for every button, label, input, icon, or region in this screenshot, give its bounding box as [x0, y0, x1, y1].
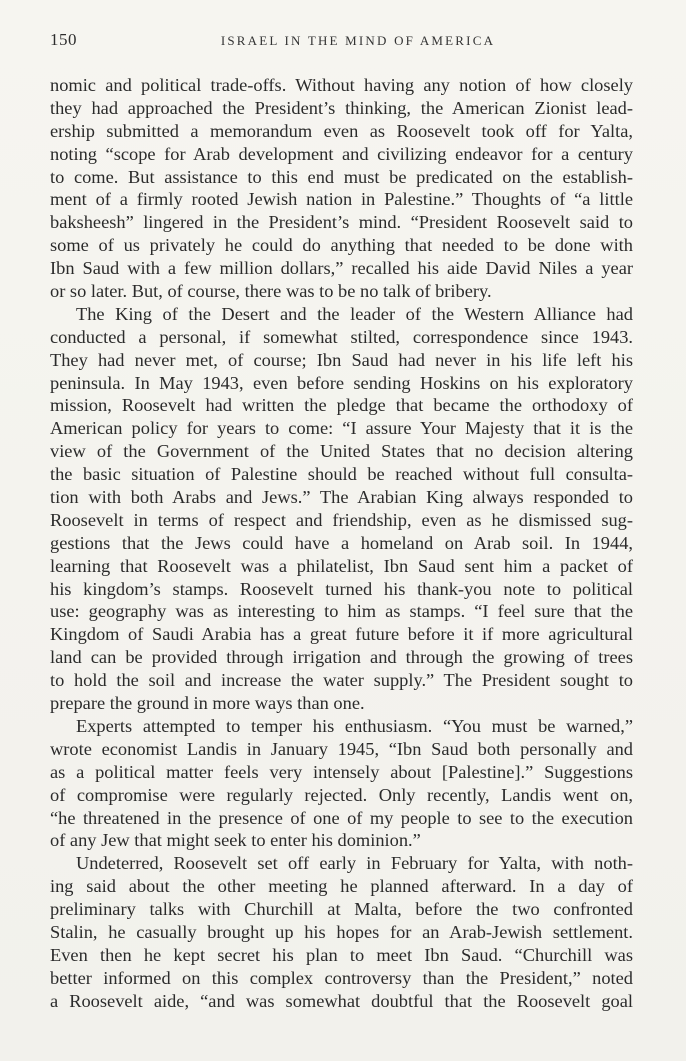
text-line: Ibn Saud with a few million dollars,” recalled his aide David Niles a year — [50, 258, 633, 279]
body-text — [50, 74, 633, 1013]
text-line: of compromise were regularly rejected. Only recently, Landis went on, — [50, 784, 633, 805]
text-line: learning that Roosevelt was a philatelist, Ibn Saud sent him a packet of — [50, 555, 633, 576]
text-line: his kingdom’s stamps. Roosevelt turned his thank-you note to political — [50, 578, 633, 599]
running-title: ISRAEL IN THE MIND OF AMERICA — [220, 33, 496, 48]
text-line: better informed on this complex controversy than the President,” noted — [50, 967, 633, 988]
text-line: prepare the ground in more ways than one. — [50, 693, 365, 714]
text-line: ment of a firmly rooted Jewish nation in Palestine.” Thoughts of “a little — [50, 189, 633, 210]
text-line: They had never met, of course; Ibn Saud had never in his life left his — [50, 349, 633, 370]
text-line: baksheesh” lingered in the President’s mind. “President Roosevelt said to — [50, 212, 633, 233]
page-number: 150 — [50, 30, 77, 49]
text-line: American policy for years to come: “I assure Your Majesty that it is the — [50, 418, 633, 439]
text-line: noting “scope for Arab development and civilizing endeavor for a century — [50, 143, 633, 164]
text-line: use: geography was as interesting to him as stamps. “I feel sure that the — [50, 601, 633, 622]
text-line: conducted a personal, if somewhat stilted, correspondence since 1943. — [50, 326, 633, 347]
text-line: preliminary talks with Churchill at Malta, before the two confronted — [50, 899, 633, 920]
text-line: Even then he kept secret his plan to meet Ibn Saud. “Churchill was — [50, 944, 633, 965]
text-line: nomic and political trade-offs. Without having any notion of how closely — [50, 75, 633, 95]
text-line: land can be provided through irrigation and through the growing of trees — [50, 647, 633, 668]
text-line: of any Jew that might seek to enter his dominion.” — [50, 830, 421, 851]
paragraph — [50, 74, 633, 303]
text-line: Kingdom of Saudi Arabia has a great future before it if more agricultural — [50, 624, 633, 645]
text-line: Roosevelt in terms of respect and friendship, even as he dismissed sug- — [50, 509, 633, 530]
text-line: tion with both Arabs and Jews.” The Arabian King always responded to — [50, 487, 633, 508]
text-line: Experts attempted to temper his enthusiasm. “You must be warned,” — [76, 715, 633, 736]
text-line: ing said about the other meeting he planned afterward. In a day of — [50, 876, 633, 897]
text-line: “he threatened in the presence of one of my people to see to the execution — [50, 807, 633, 828]
text-line: gestions that the Jews could have a homeland on Arab soil. In 1944, — [50, 532, 633, 553]
text-line: the basic situation of Palestine should be reached without full consulta- — [50, 464, 633, 485]
text-line: to come. But assistance to this end must be predicated on the establish- — [50, 166, 633, 187]
text-line: a Roosevelt aide, “and was somewhat doubtful that the Roosevelt goal — [50, 990, 633, 1011]
text-line: peninsula. In May 1943, even before sending Hoskins on his exploratory — [50, 372, 633, 393]
text-line: some of us privately he could do anything that needed to be done with — [50, 235, 633, 256]
running-head — [50, 30, 636, 56]
text-line: they had approached the President’s thinking, the American Zionist lead- — [50, 97, 633, 118]
text-line: Undeterred, Roosevelt set off early in February for Yalta, with noth- — [76, 853, 633, 874]
text-line: mission, Roosevelt had written the pledge that became the orthodoxy of — [50, 395, 633, 416]
text-line: The King of the Desert and the leader of the Western Alliance had — [76, 303, 633, 324]
text-line: view of the Government of the United States that no decision altering — [50, 441, 633, 462]
text-line: to hold the soil and increase the water supply.” The President sought to — [50, 670, 633, 691]
text-line: ership submitted a memorandum even as Roosevelt took off for Yalta, — [50, 120, 633, 141]
paragraph — [50, 715, 633, 852]
paragraph — [50, 852, 633, 1012]
text-line: or so later. But, of course, there was to be no talk of bribery. — [50, 281, 492, 302]
paragraph — [50, 303, 633, 715]
text-line: Stalin, he casually brought up his hopes for an Arab-Jewish settlement. — [50, 921, 633, 942]
text-line: as a political matter feels very intensely about [Palestine].” Suggestions — [50, 761, 633, 782]
text-line: wrote economist Landis in January 1945, “Ibn Saud both personally and — [50, 738, 633, 759]
